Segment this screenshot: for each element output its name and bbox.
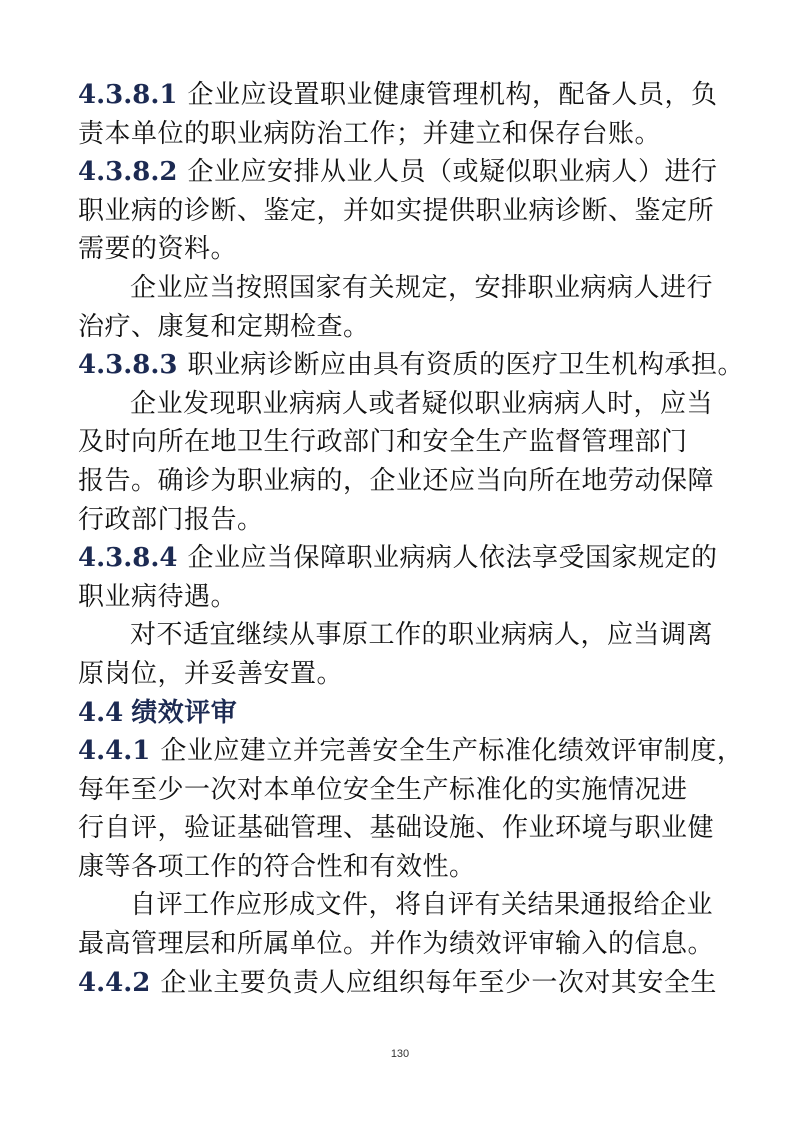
- clause-4-4-1-line-1: [78, 732, 744, 771]
- clause-4-3-8-3-line-1: [78, 346, 745, 385]
- clause-4-3-8-2-para-2-line-1: 企业应当按照国家有关规定，安排职业病病人进行: [130, 272, 714, 303]
- clause-text: 企业应建立并完善安全生产标准化绩效评审制度，: [160, 736, 744, 767]
- clause-4-3-8-4-para-2-line-2: 原岗位，并妥善安置。: [78, 658, 344, 689]
- clause-4-3-8-2-line-1: [78, 153, 726, 192]
- clause-number: 4.4.2: [78, 967, 151, 998]
- clause-4-3-8-4-line-2: 职业病待遇。: [78, 581, 238, 612]
- clause-4-3-8-3-para-2-line-4: 行政部门报告。: [78, 504, 264, 535]
- clause-4-3-8-3-para-2-line-3: 报告。确诊为职业病的，企业还应当向所在地劳动保障: [78, 465, 715, 496]
- clause-number: 4.4.1: [78, 736, 151, 767]
- clause-text: 企业应当保障职业病病人依法享受国家规定的: [187, 543, 718, 574]
- clause-4-4-2-line-1: [78, 964, 726, 1003]
- clause-4-4-1-line-4: 康等各项工作的符合性和有效性。: [78, 851, 476, 882]
- section-title: 绩效评审: [131, 697, 238, 728]
- section-number: 4.4: [78, 697, 124, 728]
- clause-number: 4.3.8.2: [78, 157, 178, 188]
- clause-4-3-8-3-para-2-line-1: 企业发现职业病病人或者疑似职业病病人时，应当: [130, 388, 714, 419]
- clause-4-3-8-1-line-1: [78, 76, 726, 115]
- clause-number: 4.3.8.1: [78, 80, 178, 110]
- clause-4-4-1-line-3: 行自评，验证基础管理、基础设施、作业环境与职业健: [78, 813, 715, 844]
- document-body: [78, 76, 745, 1002]
- clause-4-3-8-3-para-2-line-2: 及时向所在地卫生行政部门和安全生产监督管理部门: [78, 427, 688, 458]
- clause-text: 企业主要负责人应组织每年至少一次对其安全生: [160, 967, 717, 998]
- clause-text: 企业应安排从业人员（或疑似职业病人）进行: [187, 157, 718, 188]
- page-number: 130: [390, 1048, 410, 1060]
- clause-4-4-1-para-2-line-2: 最高管理层和所属单位。并作为绩效评审输入的信息。: [78, 929, 715, 960]
- clause-4-4-1-para-2-line-1: 自评工作应形成文件，将自评有关结果通报给企业: [130, 890, 714, 921]
- clause-4-3-8-2-para-2-line-2: 治疗、康复和定期检查。: [78, 311, 370, 342]
- clause-text: 企业应设置职业健康管理机构，配备人员，负: [187, 80, 718, 110]
- clause-text: 职业病诊断应由具有资质的医疗卫生机构承担。: [187, 350, 745, 381]
- clause-number: 4.3.8.3: [78, 350, 178, 381]
- section-heading-4-4: [78, 694, 726, 733]
- clause-number: 4.3.8.4: [78, 543, 178, 574]
- clause-4-3-8-4-line-1: [78, 539, 726, 578]
- clause-4-4-1-line-2: 每年至少一次对本单位安全生产标准化的实施情况进: [78, 774, 688, 805]
- clause-4-3-8-2-line-3: 需要的资料。: [78, 234, 238, 265]
- clause-4-3-8-1-line-2: 责本单位的职业病防治工作；并建立和保存台账。: [78, 118, 662, 149]
- clause-4-3-8-4-para-2-line-1: 对不适宜继续从事原工作的职业病病人，应当调离: [130, 620, 714, 651]
- clause-4-3-8-2-line-2: 职业病的诊断、鉴定，并如实提供职业病诊断、鉴定所: [78, 195, 715, 226]
